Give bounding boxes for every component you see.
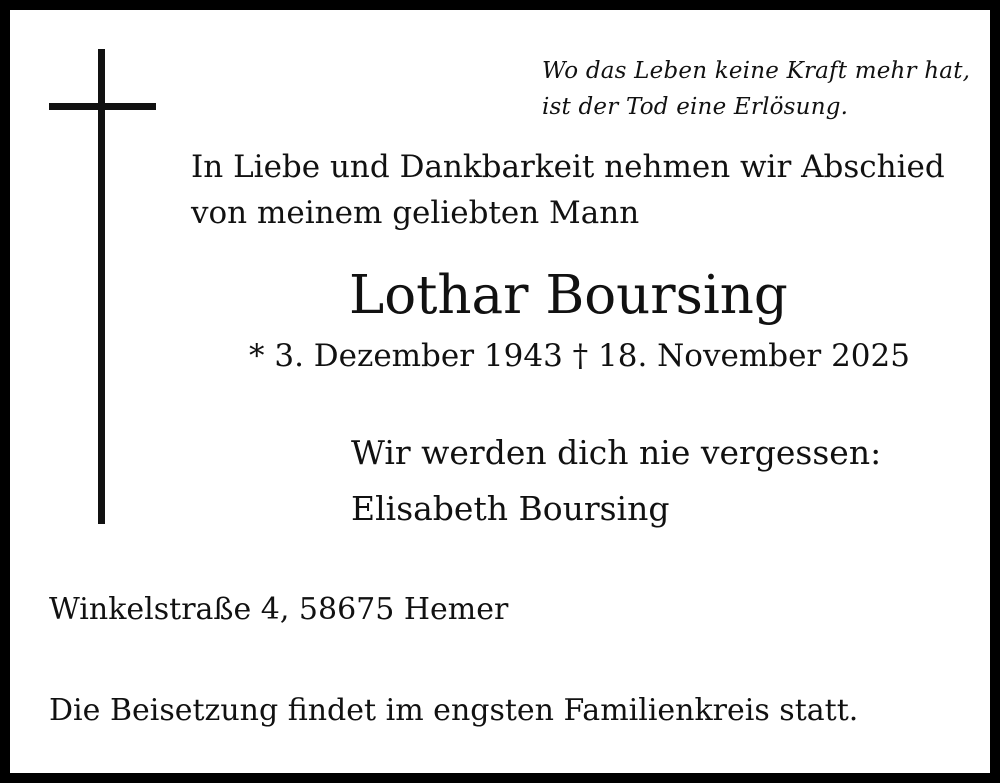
burial-note: Die Beisetzung findet im engsten Familienkreis statt. [49,693,859,728]
cross-vertical-bar [98,49,105,524]
quote-line-1: Wo das Leben keine Kraft mehr hat, [542,58,971,84]
mourners-statement: Wir werden dich nie vergessen: [351,433,882,472]
obituary-notice [10,10,990,773]
cross-horizontal-bar [49,103,156,110]
quote-line-2: ist der Tod eine Erlösung. [542,94,849,120]
deceased-name: Lothar Boursing [349,265,788,326]
intro-line-2: von meinem geliebten Mann [191,195,640,231]
life-dates: * 3. Dezember 1943 † 18. November 2025 [249,338,910,374]
mourner-name: Elisabeth Boursing [351,489,670,528]
intro-line-1: In Liebe und Dankbarkeit nehmen wir Abschied [191,149,945,185]
address: Winkelstraße 4, 58675 Hemer [49,592,509,627]
